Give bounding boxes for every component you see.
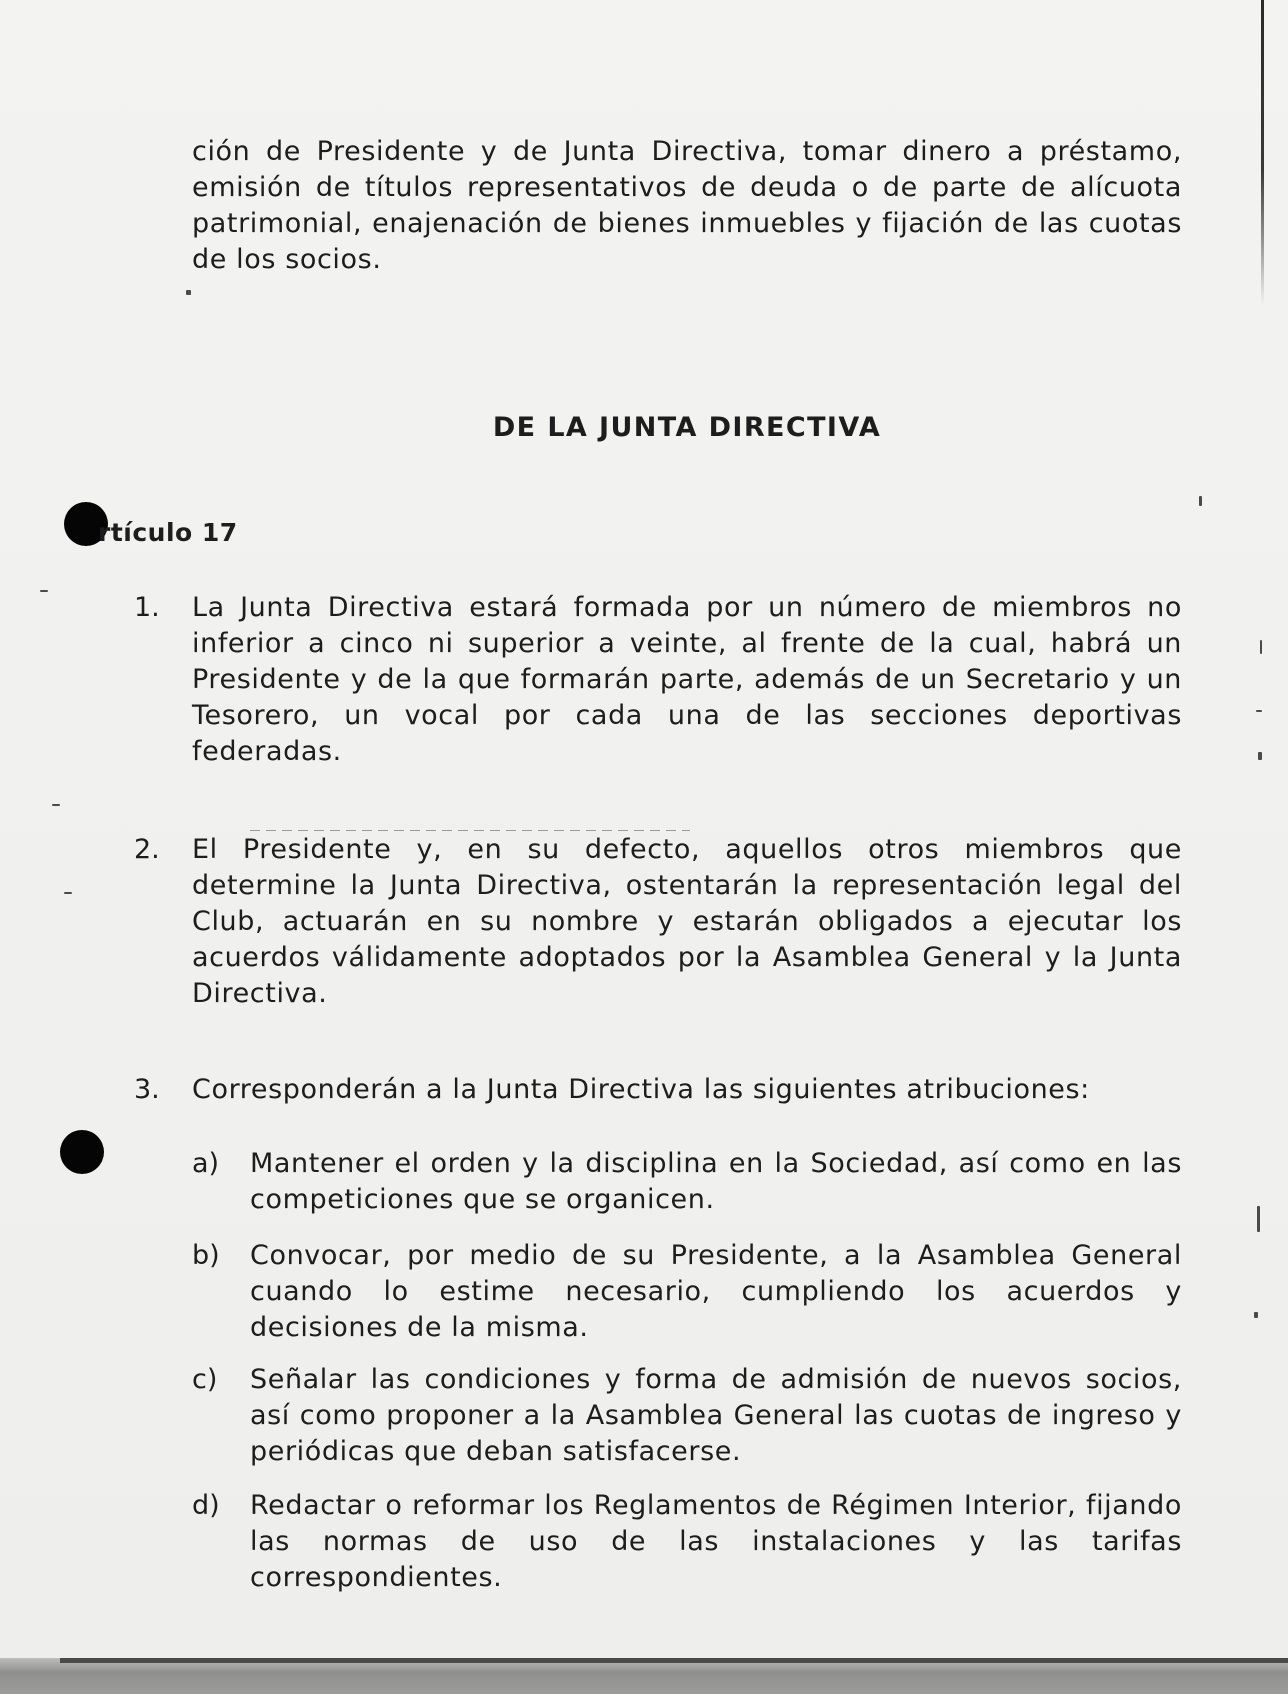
speck-mark (1258, 752, 1262, 760)
speck-mark (1256, 710, 1262, 712)
speck-mark (1260, 640, 1262, 654)
speck-mark (1199, 496, 1202, 506)
speck-mark (52, 804, 60, 806)
scan-artifact-line (250, 830, 690, 831)
scan-bottom-band (0, 1658, 1288, 1694)
punch-hole-bottom (60, 1130, 104, 1174)
speck-mark (64, 892, 72, 894)
subitem-d-letter: d) (192, 1490, 220, 1521)
speck-mark (186, 290, 191, 295)
item-3-text: Corresponderán a la Junta Directiva las siguientes atribuciones: (192, 1074, 1090, 1105)
subitem-a-text: Mantener el orden y la disciplina en la Sociedad, así como en las competiciones que se organicen. (250, 1148, 1182, 1215)
subitem-c-letter: c) (192, 1364, 218, 1395)
subitem-a-letter: a) (192, 1148, 220, 1179)
item-1-number: 1. (134, 592, 160, 623)
speck-mark (1254, 1312, 1258, 1318)
intro-paragraph: ción de Presidente y de Junta Directiva, tomar dinero a préstamo, emisión de títulos representativos de deuda o de parte de alícuota patrimonial, enajenación de bienes inmuebles y fijación de las cuotas de los socios. (192, 136, 1182, 275)
item-3-number: 3. (134, 1074, 160, 1105)
subitem-b-letter: b) (192, 1240, 220, 1271)
article-title: rtículo 17 (98, 518, 238, 547)
subitem-b-text: Convocar, por medio de su Presidente, a la Asamblea General cuando lo estime necesario, cumpliendo los acuerdos y decisiones de la misma. (250, 1240, 1182, 1343)
item-1-text: La Junta Directiva estará formada por un número de miembros no inferior a cinco ni superior a veinte, al frente de la cual, habrá un Presidente y de la que formarán parte, además de un Secretario y un Tesorero, un vocal por cada una de las secciones deportivas federadas. (192, 592, 1182, 767)
speck-mark (40, 590, 48, 592)
speck-mark (1257, 1206, 1260, 1232)
scan-right-edge (1261, 0, 1264, 1694)
section-heading: DE LA JUNTA DIRECTIVA (492, 412, 882, 443)
subitem-d-text: Redactar o reformar los Reglamentos de Régimen Interior, fijando las normas de uso de las instalaciones y las tarifas correspondientes. (250, 1490, 1182, 1593)
subitem-c-text: Señalar las condiciones y forma de admisión de nuevos socios, así como proponer a la Asamblea General las cuotas de ingreso y periódicas que deban satisfacerse. (250, 1364, 1182, 1467)
item-2-number: 2. (134, 834, 160, 865)
item-2-text: El Presidente y, en su defecto, aquellos otros miembros que determine la Junta Directiva, ostentarán la representación legal del Club, actuarán en su nombre y estarán obligados a ejecutar los acuerdos válidamente adoptados por la Asamblea General y la Junta Directiva. (192, 834, 1182, 1009)
